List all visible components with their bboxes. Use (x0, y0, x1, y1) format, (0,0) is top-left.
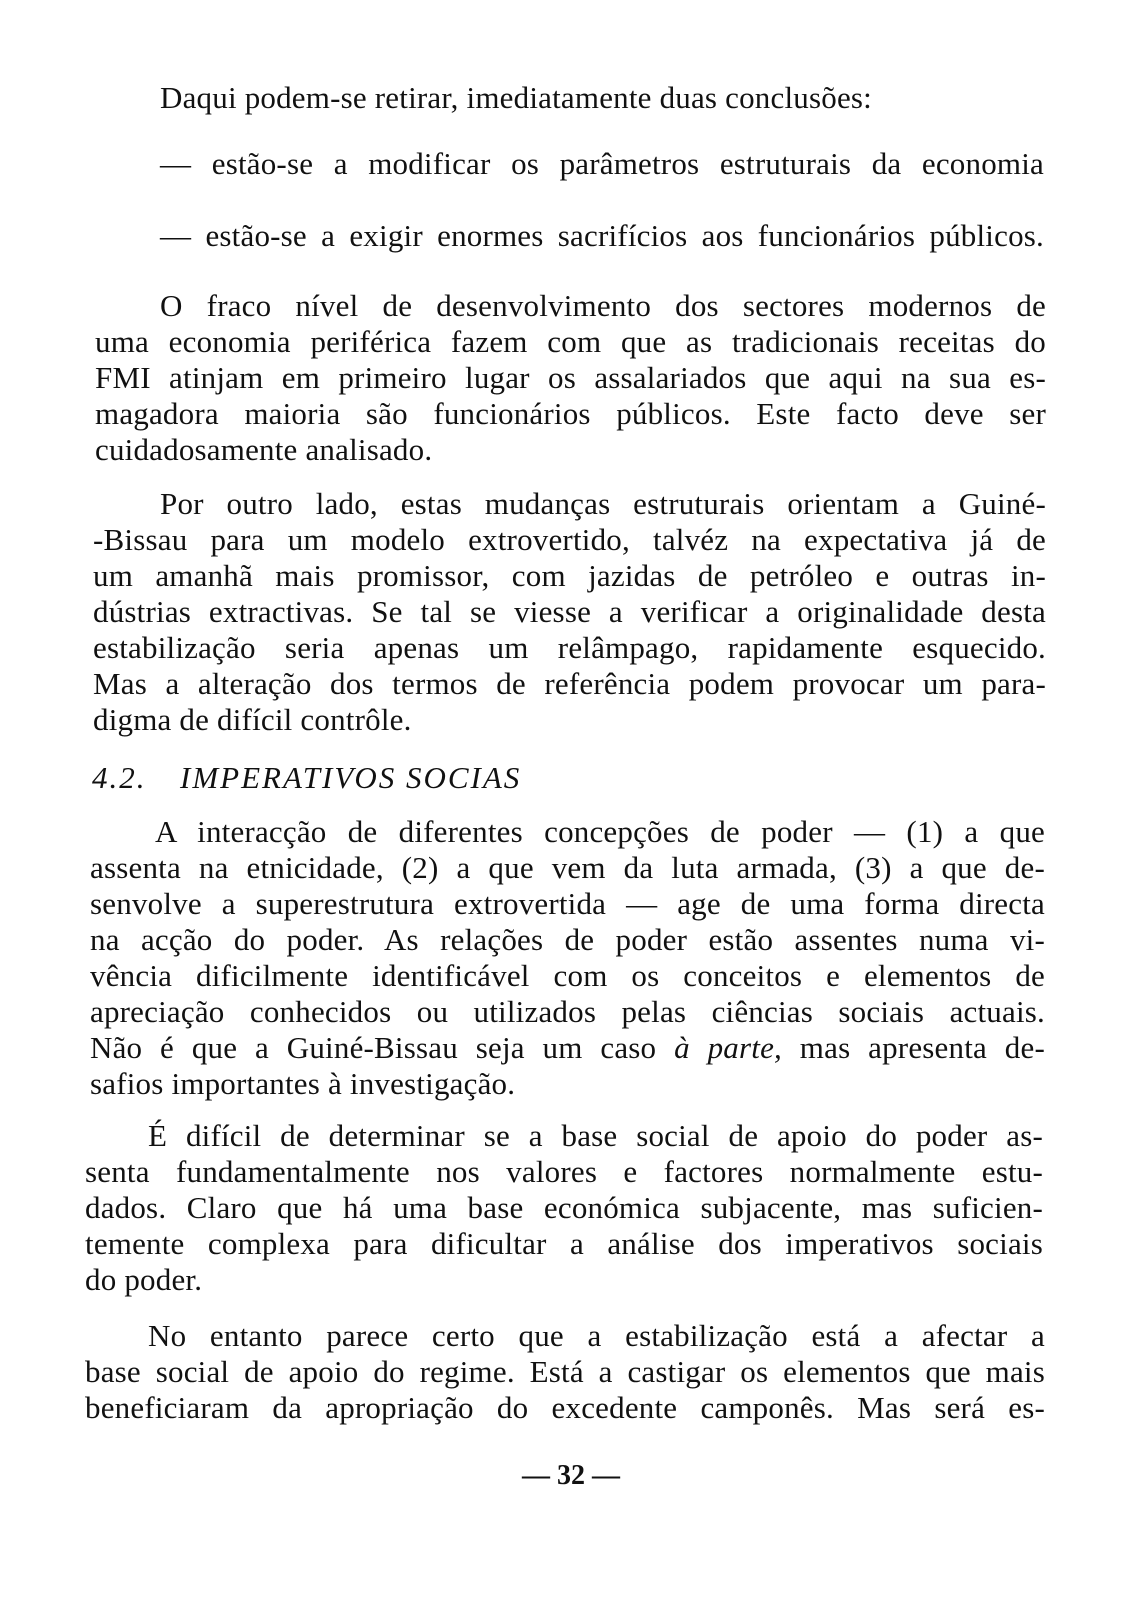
para2-line-3: um amanhã mais promissor, com jazidas de petróleo e outras in- (93, 558, 1046, 593)
para3-line-7-end: mas apresenta de- (799, 1030, 1045, 1065)
para3-line-3: senvolve a superestrutura extrovertida — age de uma forma directa (90, 886, 1045, 921)
para3-line-7 (90, 1030, 1045, 1066)
para3-line-1: A interacção de diferentes concepções de poder — (1) a que (155, 814, 1045, 849)
para4-line-1: É difícil de determinar se a base social de apoio do poder as- (148, 1118, 1043, 1153)
para3-line-4: na acção do poder. As relações de poder estão assentes numa vi- (90, 922, 1045, 957)
section-number: 4.2. (92, 760, 147, 795)
para3-line-5: vência dificilmente identificável com os conceitos e elementos de (90, 958, 1045, 993)
para5-line-3: beneficiaram da apropriação do excedente camponês. Mas será es- (85, 1390, 1045, 1425)
para1-line-2: uma economia periférica fazem com que as tradicionais receitas do (95, 324, 1046, 359)
para1-line-3: FMI atinjam em primeiro lugar os assalariados que aqui na sua es- (95, 360, 1046, 395)
para1-line-4: magadora maioria são funcionários públicos. Este facto deve ser (95, 396, 1046, 431)
para2-line-7: digma de difícil contrôle. (93, 702, 412, 737)
para3-line-8: safios importantes à investigação. (90, 1066, 516, 1101)
intro-bullet-2: — estão-se a exigir enormes sacrifícios aos funcionários públicos. (160, 218, 1044, 253)
para3-line-6: apreciação conhecidos ou utilizados pelas ciências sociais actuais. (90, 994, 1045, 1029)
para5-line-2: base social de apoio do regime. Está a castigar os elementos que mais (85, 1354, 1045, 1389)
para2-line-1: Por outro lado, estas mudanças estruturais orientam a Guiné- (160, 486, 1046, 521)
page-number: — 32 — (522, 1460, 620, 1491)
para2-line-6: Mas a alteração dos termos de referência podem provocar um para- (93, 666, 1046, 701)
para2-line-2: -Bissau para um modelo extrovertido, talvéz na expectativa já de (93, 522, 1046, 557)
para3-line-7-start: Não é que a Guiné-Bissau seja um caso (90, 1030, 657, 1065)
para1-line-5: cuidadosamente analisado. (95, 432, 433, 467)
para5-line-1: No entanto parece certo que a estabilização está a afectar a (148, 1318, 1045, 1353)
para2-line-4: dústrias extractivas. Se tal se viesse a verificar a originalidade desta (93, 594, 1046, 629)
section-heading (92, 760, 521, 796)
para2-line-5: estabilização seria apenas um relâmpago, rapidamente esquecido. (93, 630, 1046, 665)
para4-line-3: dados. Claro que há uma base económica subjacente, mas suficien- (85, 1190, 1043, 1225)
para3-line-2: assenta na etnicidade, (2) a que vem da luta armada, (3) a que de- (90, 850, 1045, 885)
intro-bullet-1: — estão-se a modificar os parâmetros estruturais da economia (160, 146, 1044, 181)
para4-line-5: do poder. (85, 1262, 203, 1297)
para4-line-2: senta fundamentalmente nos valores e factores normalmente estu- (85, 1154, 1043, 1189)
para1-line-1: O fraco nível de desenvolvimento dos sectores modernos de (160, 288, 1046, 323)
para3-emphasis: à parte, (674, 1030, 782, 1065)
para4-line-4: temente complexa para dificultar a análise dos imperativos sociais (85, 1226, 1043, 1261)
intro-lead: Daqui podem-se retirar, imediatamente duas conclusões: (160, 80, 872, 115)
section-title: IMPERATIVOS SOCIAS (180, 760, 522, 795)
